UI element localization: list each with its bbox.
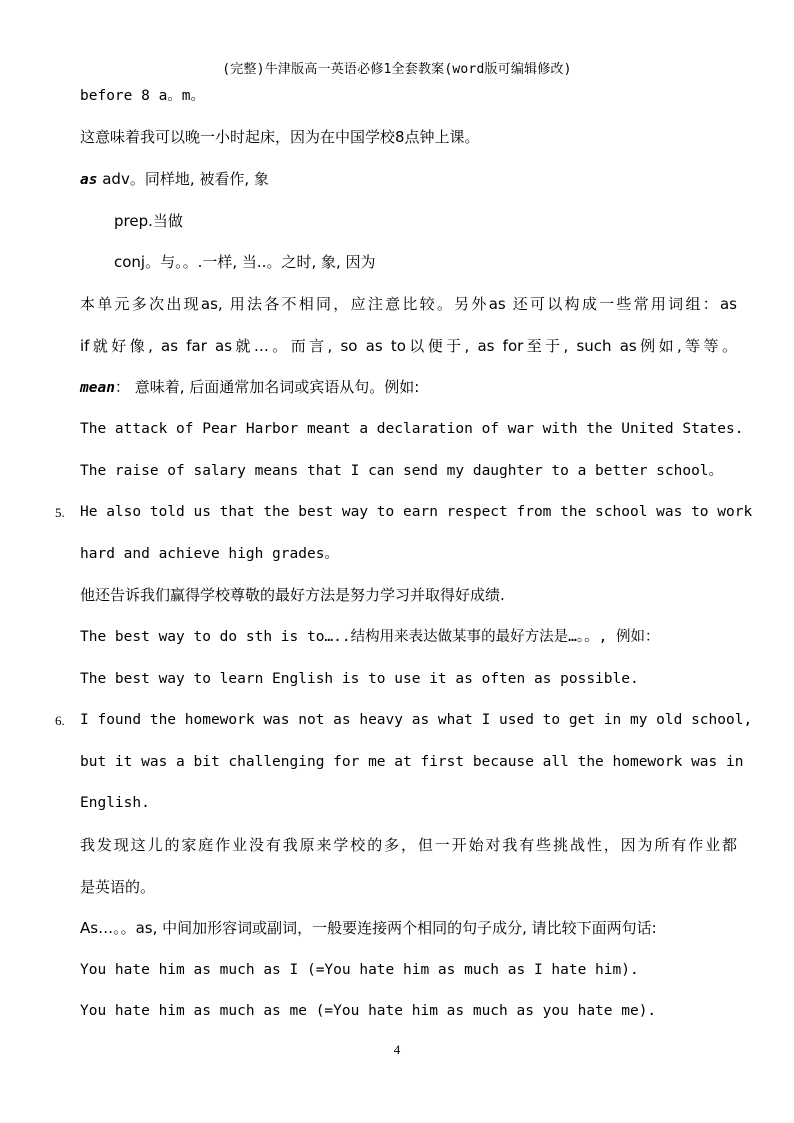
text-line: 这意味着我可以晚一小时起床，因为在中国学校8点钟上课。 xyxy=(80,128,480,146)
example-sentence: The best way to learn English is to use it as often as possible. xyxy=(80,671,639,687)
mean-definition-line xyxy=(80,377,419,398)
text-line: As…。。as, 中间加形容词或副词，一般要连接两个相同的句子成分, 请比较下面两句话: xyxy=(80,919,657,937)
text-line: I found the homework was not as heavy as what I used to get in my old school, xyxy=(80,712,753,728)
item-number: 5. xyxy=(55,505,65,520)
text-line: He also told us that the best way to earn respect from the school was to work xyxy=(80,504,753,520)
example-sentence: You hate him as much as I (=You hate him as much as I hate him). xyxy=(80,962,639,978)
text-line: hard and achieve high grades。 xyxy=(80,546,339,562)
keyword-mean: mean xyxy=(80,380,115,396)
text-line: The best way to do sth is to…..结构用来表达做某事的最好方法是…。。, 例如： xyxy=(80,629,660,645)
text-line: 我发现这儿的家庭作业没有我原来学校的多，但一开始对我有些挑战性，因为所有作业都 xyxy=(80,836,737,854)
as-prep-line: prep.当做 xyxy=(114,212,183,230)
page-number: 4 xyxy=(393,1042,401,1057)
as-adv-text: adv。同样地, 被看作, 象 xyxy=(97,170,269,188)
example-sentence: You hate him as much as me (=You hate him as much as you hate me). xyxy=(80,1003,657,1019)
text-line: 本单元多次出现as, 用法各不相同，应注意比较。另外as 还可以构成一些常用词组：as xyxy=(80,295,737,313)
text-line: 他还告诉我们赢得学校尊敬的最好方法是努力学习并取得好成绩. xyxy=(80,586,505,604)
example-sentence: The raise of salary means that I can send my daughter to a better school。 xyxy=(80,463,724,479)
item-number: 6. xyxy=(55,713,65,728)
as-definition-line xyxy=(80,169,269,190)
text-line: English. xyxy=(80,795,150,811)
keyword-as: as xyxy=(80,172,98,188)
text-line: 是英语的。 xyxy=(80,878,156,896)
as-conj-line: conj。与。。.一样, 当..。之时, 象, 因为 xyxy=(114,253,376,271)
text-line: if就好像, as far as就…。而言, so as to以便于, as for至于, such as例如,等等。 xyxy=(80,337,737,355)
mean-text: ： 意味着, 后面通常加名词或宾语从句。例如: xyxy=(114,378,420,396)
example-sentence: The attack of Pear Harbor meant a declaration of war with the United States. xyxy=(80,421,744,437)
page-header: (完整)牛津版高一英语必修1全套教案(word版可编辑修改) xyxy=(222,62,572,77)
text-line: before 8 a。m。 xyxy=(80,88,206,104)
text-line: but it was a bit challenging for me at first because all the homework was in xyxy=(80,754,744,770)
